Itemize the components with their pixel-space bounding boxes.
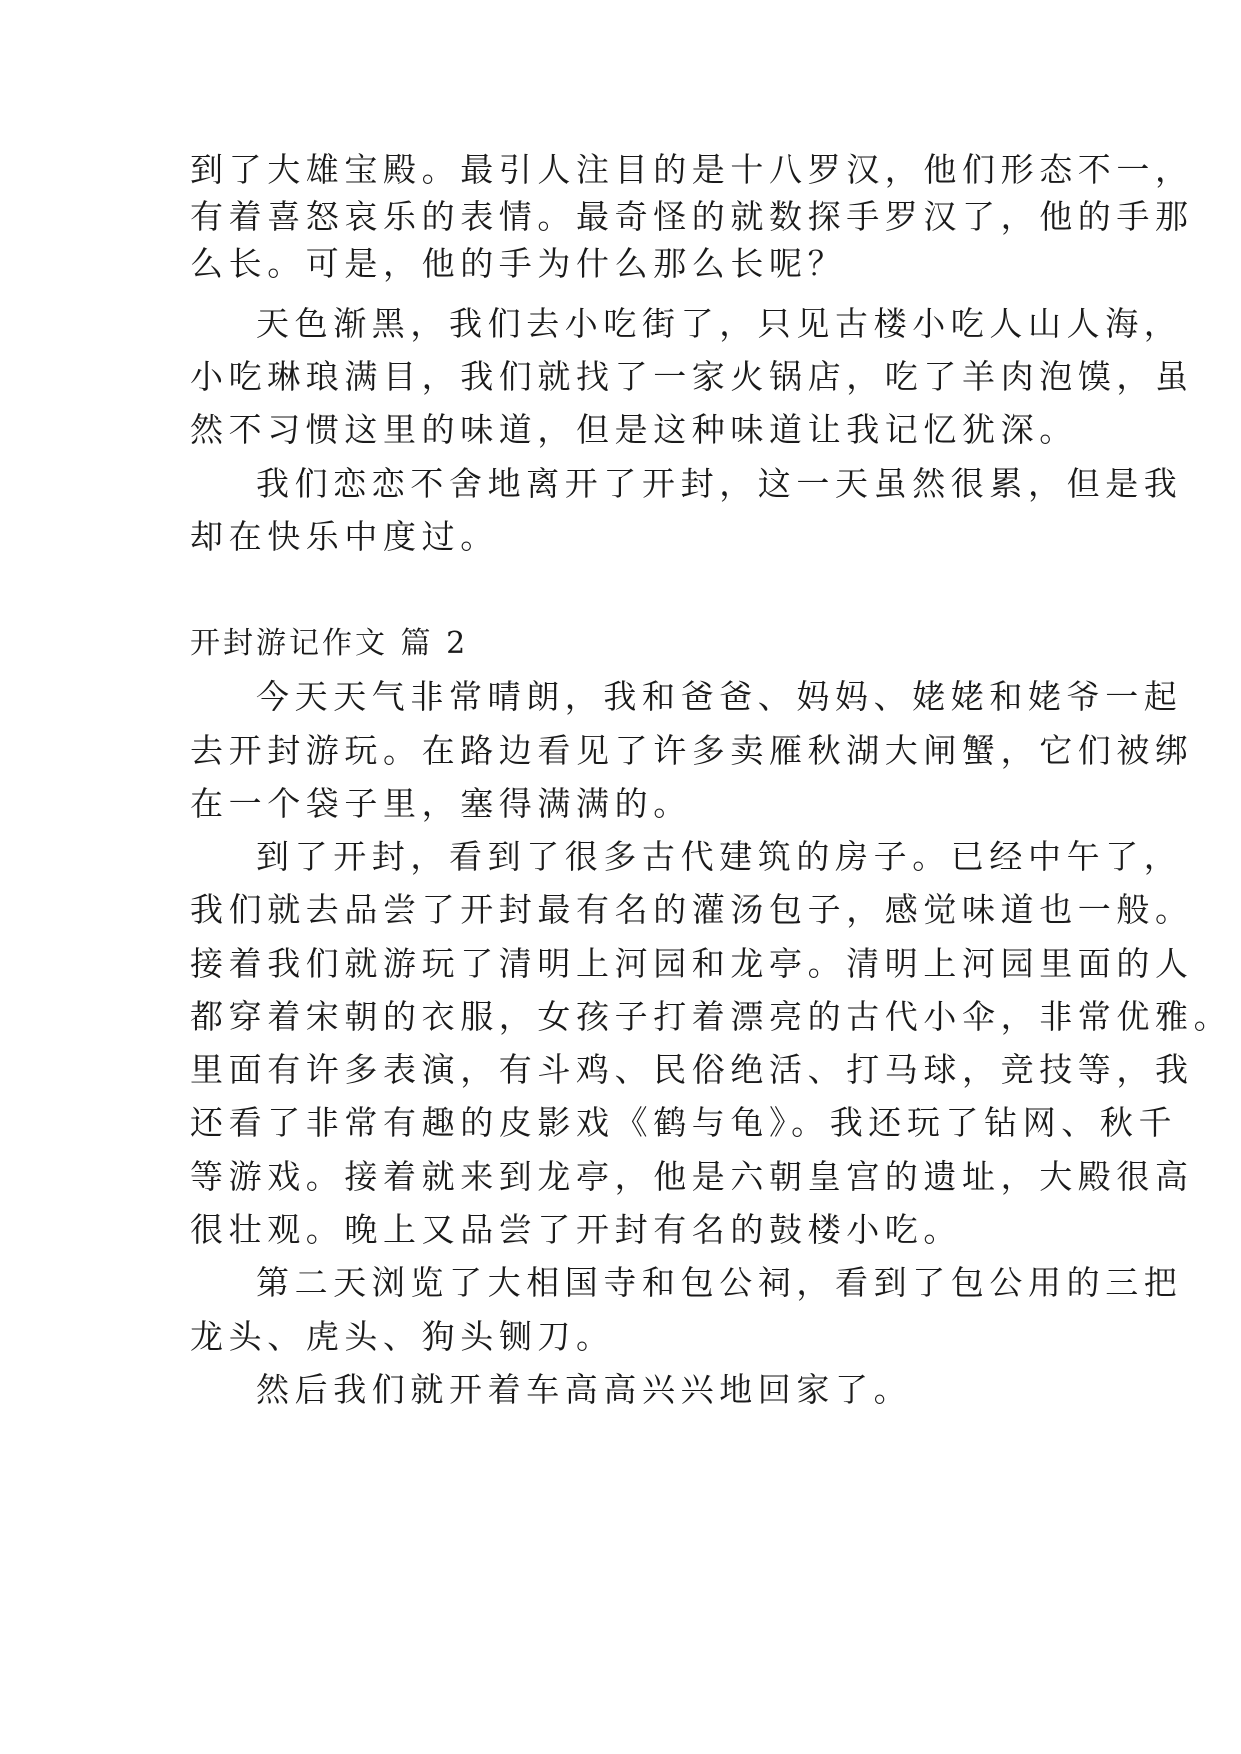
text-line: 还看了非常有趣的皮影戏《鹤与龟》。我还玩了钻网、秋千	[190, 1103, 1178, 1142]
text-line: 到了大雄宝殿。最引人注目的是十八罗汉，他们形态不一，	[190, 150, 1194, 189]
text-line: 去开封游玩。在路边看见了许多卖雁秋湖大闸蟹，它们被绑	[190, 731, 1194, 770]
text-line: 很壮观。晚上又品尝了开封有名的鼓楼小吃。	[190, 1210, 962, 1249]
section-title: 开封游记作文 篇 2	[190, 626, 469, 661]
text-line: 都穿着宋朝的衣服，女孩子打着漂亮的古代小伞，非常优雅。	[190, 997, 1233, 1036]
text-line: 在一个袋子里，塞得满满的。	[190, 784, 692, 823]
text-line: 第二天浏览了大相国寺和包公祠，看到了包公用的三把	[256, 1263, 1183, 1302]
text-line: 等游戏。接着就来到龙亭，他是六朝皇宫的遗址，大殿很高	[190, 1157, 1194, 1196]
text-line: 里面有许多表演，有斗鸡、民俗绝活、打马球，竞技等，我	[190, 1050, 1194, 1089]
text-line: 今天天气非常晴朗，我和爸爸、妈妈、姥姥和姥爷一起	[256, 677, 1183, 716]
text-line: 接着我们就游玩了清明上河园和龙亭。清明上河园里面的人	[190, 944, 1194, 983]
text-line: 然后我们就开着车高高兴兴地回家了。	[256, 1370, 913, 1409]
text-line: 龙头、虎头、狗头铡刀。	[190, 1317, 615, 1356]
text-line: 有着喜怒哀乐的表情。最奇怪的就数探手罗汉了，他的手那	[190, 197, 1194, 236]
text-line: 我们恋恋不舍地离开了开封，这一天虽然很累，但是我	[256, 464, 1183, 503]
text-line: 么长。可是，他的手为什么那么长呢？	[190, 244, 847, 283]
text-line: 天色渐黑，我们去小吃街了，只见古楼小吃人山人海，	[256, 304, 1183, 343]
text-line: 然不习惯这里的味道，但是这种味道让我记忆犹深。	[190, 410, 1078, 449]
text-line: 却在快乐中度过。	[190, 517, 499, 556]
text-line: 小吃琳琅满目，我们就找了一家火锅店，吃了羊肉泡馍，虽	[190, 357, 1194, 396]
text-line: 我们就去品尝了开封最有名的灌汤包子，感觉味道也一般。	[190, 890, 1194, 929]
text-line: 到了开封，看到了很多古代建筑的房子。已经中午了，	[256, 837, 1183, 876]
